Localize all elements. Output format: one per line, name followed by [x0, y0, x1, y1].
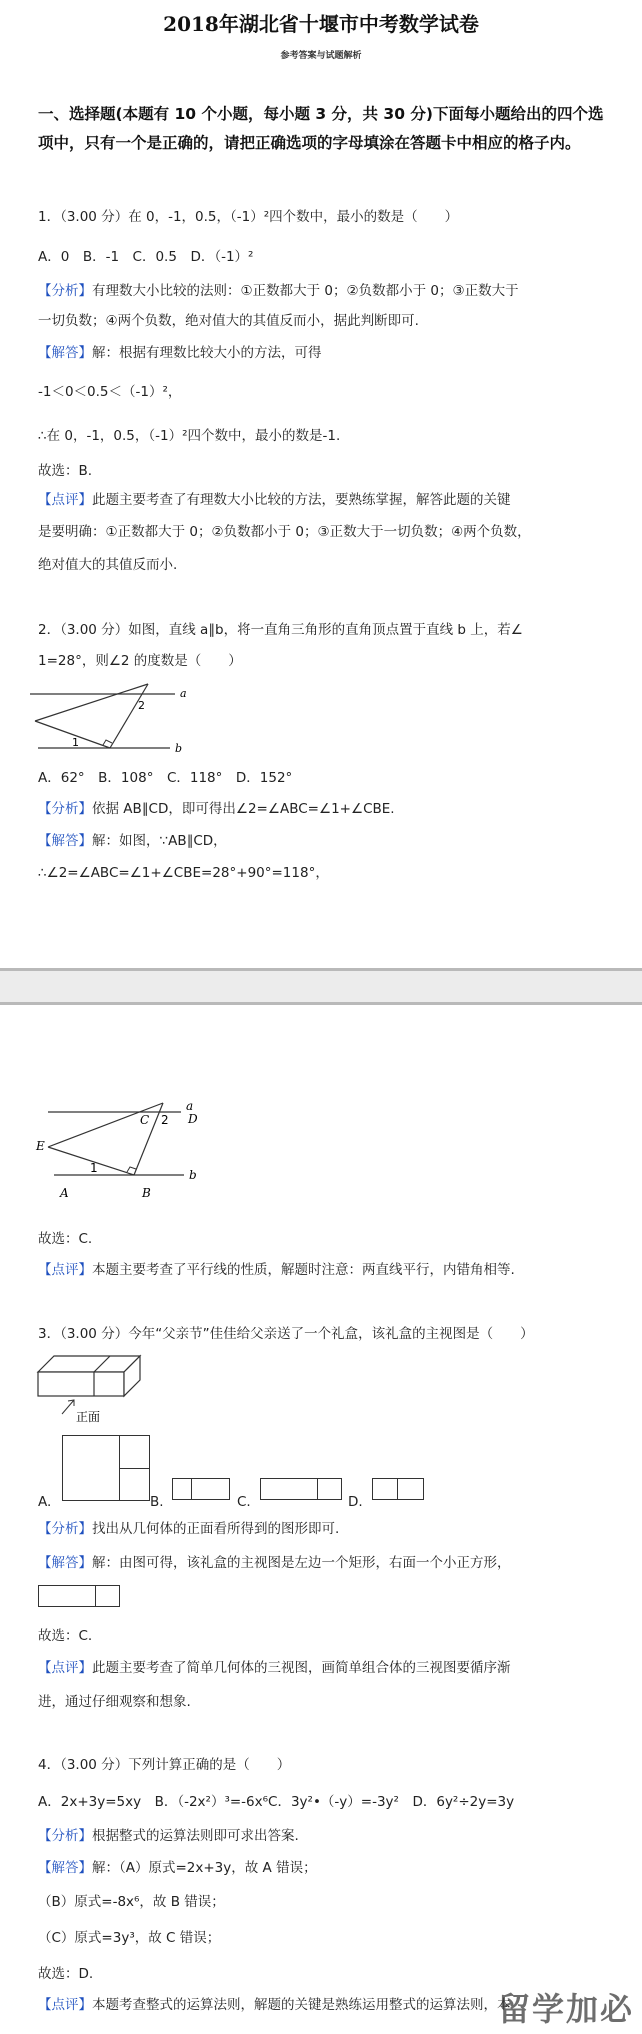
q4-answer-line-1 [38, 1858, 317, 1878]
analysis-tag: 【分析】 [38, 283, 92, 299]
angle-1-label: 1 [72, 736, 79, 749]
q3-choice: 故选：C. [38, 1628, 93, 1644]
document-page-2 [0, 1005, 642, 2034]
angle-2-label: 2 [138, 699, 145, 712]
q1-options: A．0 B．-1 C．0.5 D．（-1）² [38, 249, 254, 265]
q2-analysis-text: 依据 AB∥CD，即可得出∠2=∠ABC=∠1+∠CBE. [92, 801, 395, 817]
option-a-figure [62, 1435, 150, 1501]
page-subtitle: 参考答案与试题解析 [280, 51, 362, 61]
q1-comment-line-2: 是要明确：①正数都大于 0；②负数都小于 0；③正数大于一切负数；④两个负数， [38, 524, 531, 540]
q2-answer-text: 解：如图，∵AB∥CD， [92, 833, 227, 849]
comment-tag: 【点评】 [38, 1660, 92, 1676]
q3-answer [38, 1553, 511, 1573]
q1-comment-line-1 [38, 490, 511, 510]
q4-options: A．2x+3y=5xy B．（-2x²）³=-6x⁶C．3y²•（-y）=-3y² D．6y²÷2y=3y [38, 1794, 515, 1810]
label-b: b [175, 742, 183, 755]
q2-figure-parallel-lines [30, 684, 190, 756]
q4-stem: 4．（3.00 分）下列计算正确的是（ ） [38, 1757, 291, 1773]
comment-tag: 【点评】 [38, 1262, 92, 1278]
analysis-tag: 【分析】 [38, 801, 92, 817]
q2-comment [38, 1260, 515, 1280]
q1-analysis-line-1 [38, 281, 519, 301]
q3-answer-figure [38, 1585, 120, 1607]
q1-answer-line-1 [38, 343, 322, 363]
q4-comment-text: 本题考查整式的运算法则，解题的关键是熟练运用整式的运算法则，本 [92, 1997, 511, 2013]
q3-analysis-text: 找出从几何体的正面看所得到的图形即可. [92, 1521, 340, 1537]
answer-tag: 【解答】 [38, 833, 92, 849]
analysis-tag: 【分析】 [38, 1521, 92, 1537]
page-title: 2018年湖北省十堰市中考数学试卷 [163, 12, 479, 36]
q1-comment-text: 此题主要考查了有理数大小比较的方法，要熟练掌握，解答此题的关键 [92, 492, 511, 508]
option-d-figure [372, 1478, 424, 1500]
q3-comment-line-2: 进，通过仔细观察和想象. [38, 1694, 191, 1710]
option-d-label: D. [348, 1494, 363, 1510]
q2-figure-labeled [36, 1100, 206, 1220]
watermark-logo: 留学加必 [497, 1990, 634, 2028]
q1-answer-line-3: ∴在 0，-1，0.5，（-1）²四个数中，最小的数是-1. [38, 428, 341, 444]
q2-choice: 故选：C. [38, 1231, 93, 1247]
label-B: B [142, 1186, 151, 1200]
option-b-label: B. [150, 1494, 164, 1510]
q3-answer-text: 解：由图可得，该礼盒的主视图是左边一个矩形，右面一个小正方形， [92, 1555, 511, 1571]
q4-choice: 故选：D. [38, 1966, 94, 1982]
q2-answer-line-1 [38, 831, 227, 851]
q2-stem-line-1: 2．（3.00 分）如图，直线 a∥b，将一直角三角形的直角顶点置于直线 b 上，若∠ [38, 622, 523, 638]
q1-analysis-line-2: 一切负数；④两个负数，绝对值大的其值反而小，据此判断即可. [38, 313, 419, 329]
comment-tag: 【点评】 [38, 492, 92, 508]
label-A: A [60, 1186, 69, 1200]
option-a-label: A. [38, 1494, 52, 1510]
q4-analysis-text: 根据整式的运算法则即可求出答案. [92, 1828, 299, 1844]
q4-answer-line-3: （C）原式=3y³，故 C 错误； [38, 1930, 221, 1946]
q3-stem: 3．（3.00 分）今年“父亲节”佳佳给父亲送了一个礼盒，该礼盒的主视图是（ ） [38, 1326, 534, 1342]
q4-answer-line-2: （B）原式=-8x⁶，故 B 错误； [38, 1894, 225, 1910]
q1-choice: 故选：B. [38, 463, 93, 479]
q2-analysis [38, 799, 395, 819]
analysis-tag: 【分析】 [38, 1828, 92, 1844]
angle-1-label: 1 [90, 1161, 98, 1175]
label-b: b [189, 1168, 197, 1182]
q4-answer-text: 解：（A）原式=2x+3y，故 A 错误； [92, 1860, 317, 1876]
q2-answer-line-2: ∴∠2=∠ABC=∠1+∠CBE=28°+90°=118°， [38, 865, 329, 881]
label-a: a [180, 687, 187, 700]
q2-comment-text: 本题主要考查了平行线的性质，解题时注意：两直线平行，内错角相等. [92, 1262, 515, 1278]
label-D: D [188, 1112, 198, 1126]
q1-stem: 1．（3.00 分）在 0，-1，0.5，（-1）²四个数中，最小的数是（ ） [38, 209, 459, 225]
q3-gift-box-figure [38, 1354, 148, 1426]
option-c-figure [260, 1478, 342, 1500]
option-c-label: C. [237, 1494, 251, 1510]
document-page-1 [0, 0, 642, 968]
q4-comment [38, 1995, 511, 2015]
q3-analysis [38, 1519, 339, 1539]
q1-answer-text: 解：根据有理数比较大小的方法，可得 [92, 345, 322, 361]
q2-stem-line-2: 1=28°，则∠2 的度数是（ ） [38, 653, 242, 669]
q3-comment-line-1 [38, 1658, 511, 1678]
q1-analysis-text: 有理数大小比较的法则：①正数都大于 0；②负数都小于 0；③正数大于 [92, 283, 519, 299]
q1-answer-line-2: -1＜0＜0.5＜（-1）²， [38, 384, 182, 400]
option-b-figure [172, 1478, 230, 1500]
angle-2-label: 2 [161, 1113, 169, 1127]
label-E: E [36, 1139, 45, 1153]
q1-comment-line-3: 绝对值大的其值反而小. [38, 557, 178, 573]
comment-tag: 【点评】 [38, 1997, 92, 2013]
q3-comment-text: 此题主要考查了简单几何体的三视图，画简单组合体的三视图要循序渐 [92, 1660, 511, 1676]
answer-tag: 【解答】 [38, 345, 92, 361]
section-heading: 一、选择题(本题有 10 个小题，每小题 3 分，共 30 分)下面每小题给出的四个选项中，只有一个是正确的，请把正确选项的字母填涂在答题卡中相应的格子内。 [38, 105, 604, 152]
q2-options: A．62° B．108° C．118° D．152° [38, 770, 293, 786]
answer-tag: 【解答】 [38, 1555, 92, 1571]
page-separator [0, 968, 642, 1005]
label-a: a [186, 1099, 194, 1113]
label-C: C [140, 1113, 150, 1127]
answer-tag: 【解答】 [38, 1860, 92, 1876]
front-view-label: 正面 [76, 1410, 101, 1424]
q4-analysis [38, 1826, 299, 1846]
